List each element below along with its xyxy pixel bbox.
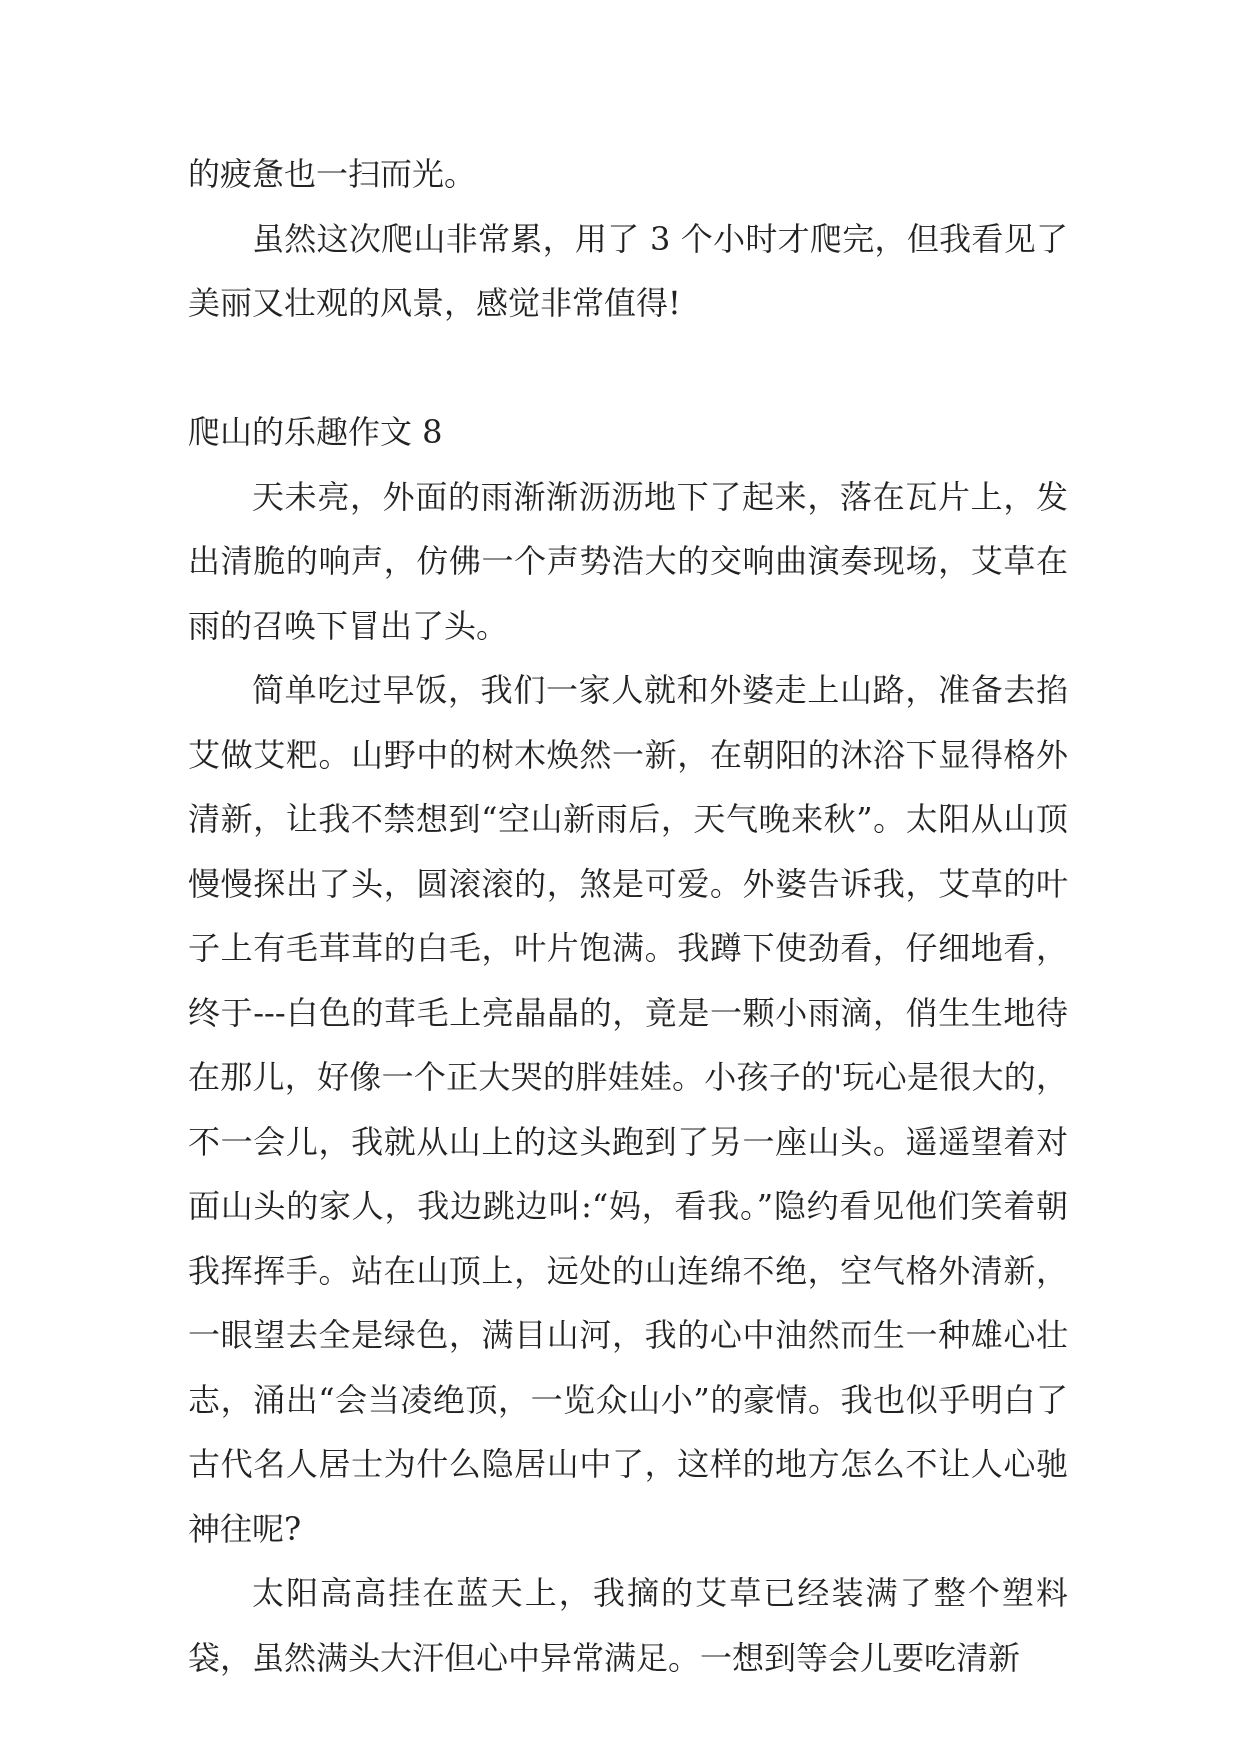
paragraph-mountain-walk: 简单吃过早饭，我们一家人就和外婆走上山路，准备去掐艾做艾粑。山野中的树木焕然一新，在朝阳的沐浴下显得格外清新，让我不禁想到“空山新雨后，天气晚来秋”。太阳从山顶慢慢探出了头，圆滚滚的，煞是可爱。外婆告诉我，艾草的叶子上有毛茸茸的白毛，叶片饱满。我蹲下使劲看，仔细地看，终于---白色的茸毛上亮晶晶的，竟是一颗小雨滴，俏生生地待在那儿，好像一个正大哭的胖娃娃。小孩子的'玩心是很大的，不一会儿，我就从山上的这头跑到了另一座山头。遥遥望着对面山头的家人，我边跳边叫:“妈，看我。”隐约看见他们笑着朝我挥挥手。站在山顶上，远处的山连绵不绝，空气格外清新，一眼望去全是绿色，满目山河，我的心中油然而生一种雄心壮志，涌出“会当凌绝顶，一览众山小”的豪情。我也似乎明白了古代名人居士为什么隐居山中了，这样的地方怎么不让人心驰神往呢? bbox=[188, 671, 1068, 1548]
paragraph-conclusion: 虽然这次爬山非常累，用了 3 个小时才爬完，但我看见了美丽又壮观的风景，感觉非常值得! bbox=[188, 219, 1068, 322]
document-body bbox=[188, 142, 1068, 1690]
paragraph-sun: 太阳高高挂在蓝天上，我摘的艾草已经装满了整个塑料袋，虽然满头大汗但心中异常满足。一想到等会儿要吃清新 bbox=[188, 1574, 1068, 1677]
essay-title: 爬山的乐趣作文 8 bbox=[188, 413, 443, 451]
paragraph-rain: 天未亮，外面的雨渐渐沥沥地下了起来，落在瓦片上，发出清脆的响声，仿佛一个声势浩大的交响曲演奏现场，艾草在雨的召唤下冒出了头。 bbox=[188, 477, 1068, 645]
continued-paragraph: 的疲惫也一扫而光。 bbox=[188, 155, 477, 193]
